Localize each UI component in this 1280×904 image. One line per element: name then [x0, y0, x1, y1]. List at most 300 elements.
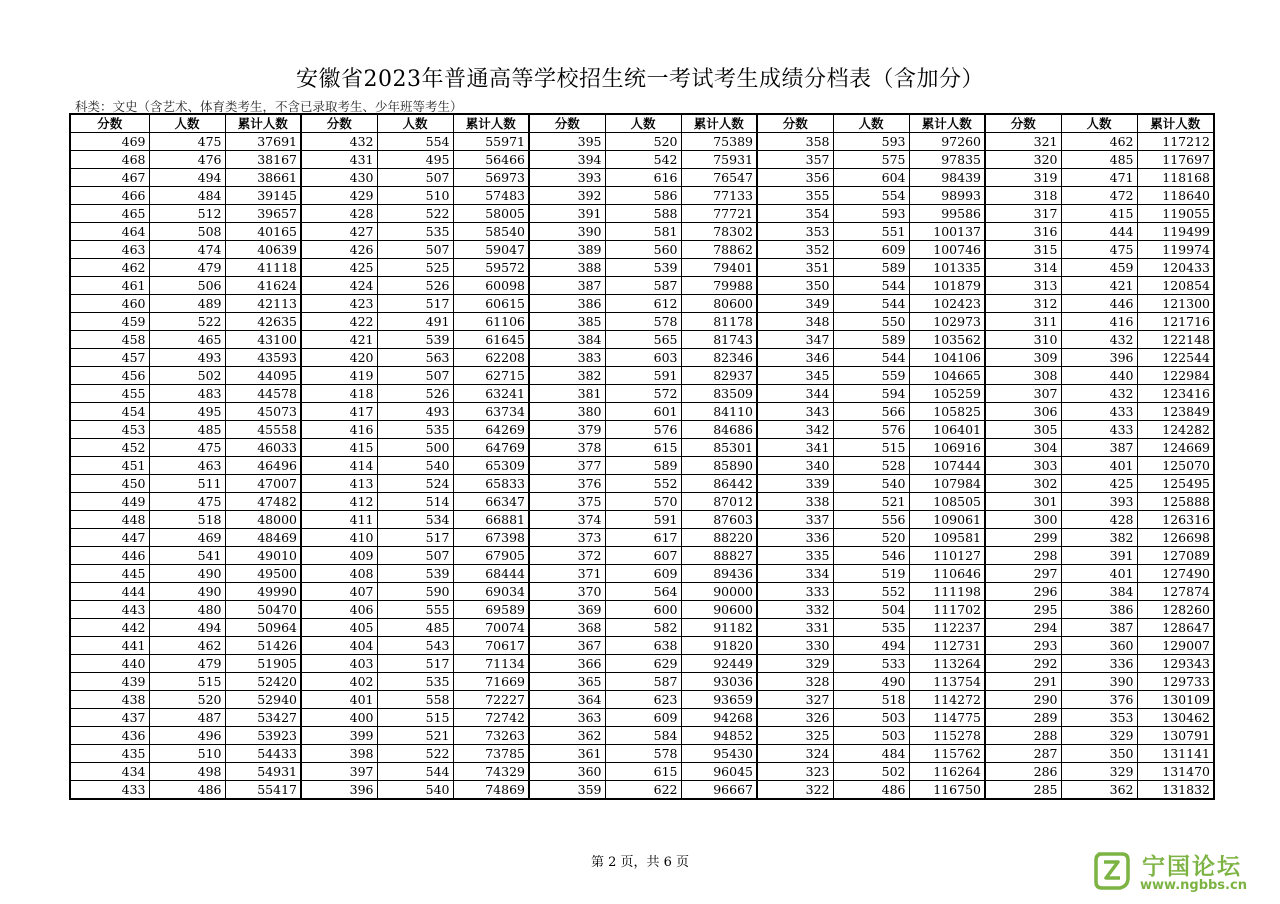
table-cell: 475 — [149, 439, 225, 457]
table-cell: 417 — [301, 403, 377, 421]
table-cell: 44578 — [225, 385, 301, 403]
table-cell: 589 — [605, 457, 681, 475]
table-cell: 377 — [529, 457, 605, 475]
table-cell: 615 — [605, 439, 681, 457]
table-cell: 63241 — [453, 385, 529, 403]
table-cell: 58005 — [453, 205, 529, 223]
table-cell: 572 — [605, 385, 681, 403]
table-cell: 102973 — [909, 313, 985, 331]
table-cell: 581 — [605, 223, 681, 241]
table-cell: 37691 — [225, 133, 301, 151]
table-cell: 84110 — [681, 403, 757, 421]
table-cell: 40165 — [225, 223, 301, 241]
column-header: 分数 — [301, 114, 377, 133]
table-cell: 55971 — [453, 133, 529, 151]
table-cell: 109061 — [909, 511, 985, 529]
table-cell: 396 — [301, 781, 377, 800]
table-cell: 540 — [377, 781, 453, 800]
table-cell: 71669 — [453, 673, 529, 691]
table-cell: 519 — [833, 565, 909, 583]
table-cell: 559 — [833, 367, 909, 385]
score-distribution-table — [69, 113, 1215, 800]
table-cell: 409 — [301, 547, 377, 565]
table-cell: 441 — [70, 637, 149, 655]
table-cell: 295 — [985, 601, 1061, 619]
table-cell: 433 — [1061, 421, 1137, 439]
table-row — [70, 205, 1214, 223]
table-cell: 433 — [1061, 403, 1137, 421]
column-header: 分数 — [757, 114, 833, 133]
table-cell: 387 — [1061, 439, 1137, 457]
table-cell: 74869 — [453, 781, 529, 800]
table-cell: 472 — [1061, 187, 1137, 205]
table-cell: 303 — [985, 457, 1061, 475]
table-row — [70, 637, 1214, 655]
table-cell: 87603 — [681, 511, 757, 529]
column-header: 人数 — [605, 114, 681, 133]
table-cell: 115278 — [909, 727, 985, 745]
table-cell: 291 — [985, 673, 1061, 691]
table-cell: 326 — [757, 709, 833, 727]
table-cell: 508 — [149, 223, 225, 241]
table-cell: 554 — [833, 187, 909, 205]
table-cell: 502 — [833, 763, 909, 781]
table-cell: 437 — [70, 709, 149, 727]
table-cell: 427 — [301, 223, 377, 241]
table-cell: 50470 — [225, 601, 301, 619]
table-cell: 539 — [377, 565, 453, 583]
table-cell: 463 — [149, 457, 225, 475]
table-cell: 507 — [377, 241, 453, 259]
table-cell: 287 — [985, 745, 1061, 763]
table-cell: 90000 — [681, 583, 757, 601]
table-cell: 320 — [985, 151, 1061, 169]
table-cell: 448 — [70, 511, 149, 529]
table-cell: 544 — [377, 763, 453, 781]
table-cell: 123416 — [1137, 385, 1214, 403]
table-row — [70, 565, 1214, 583]
table-cell: 51905 — [225, 655, 301, 673]
table-cell: 324 — [757, 745, 833, 763]
table-cell: 460 — [70, 295, 149, 313]
table-cell: 130109 — [1137, 691, 1214, 709]
table-cell: 415 — [301, 439, 377, 457]
table-row — [70, 745, 1214, 763]
table-cell: 356 — [757, 169, 833, 187]
table-row — [70, 349, 1214, 367]
table-cell: 116264 — [909, 763, 985, 781]
table-cell: 394 — [529, 151, 605, 169]
table-row — [70, 331, 1214, 349]
column-header: 人数 — [377, 114, 453, 133]
table-cell: 535 — [377, 673, 453, 691]
table-cell: 503 — [833, 709, 909, 727]
table-cell: 456 — [70, 367, 149, 385]
table-cell: 578 — [605, 313, 681, 331]
table-cell: 416 — [301, 421, 377, 439]
table-cell: 89436 — [681, 565, 757, 583]
table-cell: 469 — [70, 133, 149, 151]
table-cell: 522 — [149, 313, 225, 331]
table-cell: 59572 — [453, 259, 529, 277]
table-cell: 480 — [149, 601, 225, 619]
table-cell: 485 — [1061, 151, 1137, 169]
table-cell: 398 — [301, 745, 377, 763]
site-watermark — [1092, 846, 1272, 900]
table-cell: 131470 — [1137, 763, 1214, 781]
table-cell: 438 — [70, 691, 149, 709]
table-cell: 494 — [149, 169, 225, 187]
table-cell: 130791 — [1137, 727, 1214, 745]
table-cell: 612 — [605, 295, 681, 313]
table-cell: 457 — [70, 349, 149, 367]
table-cell: 43100 — [225, 331, 301, 349]
table-cell: 296 — [985, 583, 1061, 601]
table-cell: 392 — [529, 187, 605, 205]
table-cell: 314 — [985, 259, 1061, 277]
table-cell: 127089 — [1137, 547, 1214, 565]
watermark-site-url: www.ngbbs.cn — [1140, 878, 1247, 893]
table-cell: 410 — [301, 529, 377, 547]
table-cell: 411 — [301, 511, 377, 529]
table-cell: 391 — [529, 205, 605, 223]
table-cell: 122148 — [1137, 331, 1214, 349]
table-cell: 372 — [529, 547, 605, 565]
table-cell: 512 — [149, 205, 225, 223]
table-cell: 321 — [985, 133, 1061, 151]
table-cell: 479 — [149, 655, 225, 673]
table-cell: 386 — [529, 295, 605, 313]
table-header-row — [70, 114, 1214, 133]
column-header: 累计人数 — [909, 114, 985, 133]
table-cell: 623 — [605, 691, 681, 709]
table-cell: 373 — [529, 529, 605, 547]
table-cell: 600 — [605, 601, 681, 619]
column-header: 累计人数 — [225, 114, 301, 133]
table-cell: 117697 — [1137, 151, 1214, 169]
table-cell: 331 — [757, 619, 833, 637]
table-cell: 368 — [529, 619, 605, 637]
table-cell: 378 — [529, 439, 605, 457]
table-cell: 586 — [605, 187, 681, 205]
table-row — [70, 529, 1214, 547]
table-cell: 419 — [301, 367, 377, 385]
table-cell: 353 — [1061, 709, 1137, 727]
table-row — [70, 259, 1214, 277]
table-cell: 591 — [605, 367, 681, 385]
table-cell: 575 — [833, 151, 909, 169]
table-cell: 97835 — [909, 151, 985, 169]
table-cell: 126698 — [1137, 529, 1214, 547]
table-cell: 302 — [985, 475, 1061, 493]
table-cell: 354 — [757, 205, 833, 223]
table-cell: 400 — [301, 709, 377, 727]
table-cell: 495 — [377, 151, 453, 169]
table-cell: 119055 — [1137, 205, 1214, 223]
table-cell: 589 — [833, 331, 909, 349]
table-cell: 112731 — [909, 637, 985, 655]
table-cell: 484 — [833, 745, 909, 763]
table-row — [70, 601, 1214, 619]
column-header: 人数 — [1061, 114, 1137, 133]
table-cell: 433 — [70, 781, 149, 800]
table-cell: 459 — [1061, 259, 1137, 277]
table-cell: 414 — [301, 457, 377, 475]
table-cell: 72227 — [453, 691, 529, 709]
table-cell: 551 — [833, 223, 909, 241]
table-cell: 544 — [833, 349, 909, 367]
table-row — [70, 151, 1214, 169]
table-cell: 107444 — [909, 457, 985, 475]
table-row — [70, 169, 1214, 187]
table-cell: 361 — [529, 745, 605, 763]
table-cell: 112237 — [909, 619, 985, 637]
table-cell: 517 — [377, 295, 453, 313]
table-cell: 387 — [529, 277, 605, 295]
table-cell: 318 — [985, 187, 1061, 205]
table-cell: 578 — [605, 745, 681, 763]
table-cell: 479 — [149, 259, 225, 277]
table-cell: 64769 — [453, 439, 529, 457]
table-cell: 315 — [985, 241, 1061, 259]
table-cell: 304 — [985, 439, 1061, 457]
table-cell: 349 — [757, 295, 833, 313]
table-cell: 576 — [833, 421, 909, 439]
table-cell: 69589 — [453, 601, 529, 619]
table-cell: 339 — [757, 475, 833, 493]
table-cell: 82346 — [681, 349, 757, 367]
table-cell: 49010 — [225, 547, 301, 565]
table-cell: 123849 — [1137, 403, 1214, 421]
table-cell: 66347 — [453, 493, 529, 511]
table-row — [70, 295, 1214, 313]
table-cell: 79401 — [681, 259, 757, 277]
table-cell: 52940 — [225, 691, 301, 709]
table-cell: 338 — [757, 493, 833, 511]
table-cell: 560 — [605, 241, 681, 259]
table-cell: 542 — [605, 151, 681, 169]
table-cell: 68444 — [453, 565, 529, 583]
table-cell: 589 — [833, 259, 909, 277]
table-cell: 486 — [833, 781, 909, 800]
table-row — [70, 403, 1214, 421]
table-cell: 98439 — [909, 169, 985, 187]
table-cell: 313 — [985, 277, 1061, 295]
table-cell: 119499 — [1137, 223, 1214, 241]
table-cell: 48000 — [225, 511, 301, 529]
table-row — [70, 385, 1214, 403]
table-cell: 487 — [149, 709, 225, 727]
table-cell: 510 — [149, 745, 225, 763]
table-row — [70, 781, 1214, 800]
table-cell: 520 — [833, 529, 909, 547]
table-cell: 360 — [529, 763, 605, 781]
table-cell: 94852 — [681, 727, 757, 745]
table-cell: 380 — [529, 403, 605, 421]
table-cell: 51426 — [225, 637, 301, 655]
table-cell: 540 — [377, 457, 453, 475]
table-cell: 587 — [605, 277, 681, 295]
table-cell: 546 — [833, 547, 909, 565]
table-cell: 576 — [605, 421, 681, 439]
table-cell: 550 — [833, 313, 909, 331]
table-cell: 56466 — [453, 151, 529, 169]
table-cell: 382 — [529, 367, 605, 385]
table-cell: 503 — [833, 727, 909, 745]
table-cell: 288 — [985, 727, 1061, 745]
table-cell: 397 — [301, 763, 377, 781]
table-cell: 590 — [377, 583, 453, 601]
table-cell: 520 — [149, 691, 225, 709]
table-cell: 447 — [70, 529, 149, 547]
table-cell: 465 — [70, 205, 149, 223]
table-cell: 119974 — [1137, 241, 1214, 259]
table-cell: 507 — [377, 169, 453, 187]
table-cell: 399 — [301, 727, 377, 745]
table-cell: 490 — [149, 583, 225, 601]
table-cell: 408 — [301, 565, 377, 583]
table-cell: 563 — [377, 349, 453, 367]
table-cell: 463 — [70, 241, 149, 259]
table-cell: 376 — [1061, 691, 1137, 709]
table-cell: 350 — [1061, 745, 1137, 763]
table-cell: 48469 — [225, 529, 301, 547]
table-cell: 467 — [70, 169, 149, 187]
column-header: 人数 — [149, 114, 225, 133]
table-cell: 533 — [833, 655, 909, 673]
table-cell: 46033 — [225, 439, 301, 457]
table-cell: 55417 — [225, 781, 301, 800]
table-cell: 100746 — [909, 241, 985, 259]
table-cell: 88220 — [681, 529, 757, 547]
table-cell: 363 — [529, 709, 605, 727]
table-cell: 507 — [377, 547, 453, 565]
table-cell: 360 — [1061, 637, 1137, 655]
table-cell: 328 — [757, 673, 833, 691]
table-cell: 535 — [833, 619, 909, 637]
table-cell: 348 — [757, 313, 833, 331]
table-cell: 405 — [301, 619, 377, 637]
table-cell: 425 — [1061, 475, 1137, 493]
table-cell: 96667 — [681, 781, 757, 800]
table-cell: 515 — [377, 709, 453, 727]
table-cell: 493 — [377, 403, 453, 421]
table-cell: 432 — [1061, 331, 1137, 349]
table-cell: 526 — [377, 385, 453, 403]
table-row — [70, 691, 1214, 709]
table-cell: 369 — [529, 601, 605, 619]
table-cell: 453 — [70, 421, 149, 439]
table-cell: 365 — [529, 673, 605, 691]
table-cell: 385 — [529, 313, 605, 331]
table-cell: 391 — [1061, 547, 1137, 565]
table-cell: 340 — [757, 457, 833, 475]
table-cell: 381 — [529, 385, 605, 403]
table-cell: 390 — [1061, 673, 1137, 691]
table-cell: 130462 — [1137, 709, 1214, 727]
table-cell: 415 — [1061, 205, 1137, 223]
table-cell: 416 — [1061, 313, 1137, 331]
table-cell: 469 — [149, 529, 225, 547]
table-cell: 53427 — [225, 709, 301, 727]
table-cell: 629 — [605, 655, 681, 673]
column-header: 分数 — [70, 114, 149, 133]
table-cell: 87012 — [681, 493, 757, 511]
table-cell: 455 — [70, 385, 149, 403]
table-cell: 420 — [301, 349, 377, 367]
table-cell: 104665 — [909, 367, 985, 385]
table-cell: 522 — [377, 205, 453, 223]
table-cell: 450 — [70, 475, 149, 493]
table-cell: 57483 — [453, 187, 529, 205]
table-cell: 86442 — [681, 475, 757, 493]
table-cell: 622 — [605, 781, 681, 800]
table-cell: 49990 — [225, 583, 301, 601]
table-cell: 329 — [757, 655, 833, 673]
table-row — [70, 475, 1214, 493]
table-cell: 403 — [301, 655, 377, 673]
table-cell: 336 — [757, 529, 833, 547]
table-cell: 603 — [605, 349, 681, 367]
table-cell: 105259 — [909, 385, 985, 403]
table-cell: 327 — [757, 691, 833, 709]
table-cell: 42635 — [225, 313, 301, 331]
table-cell: 106916 — [909, 439, 985, 457]
table-cell: 310 — [985, 331, 1061, 349]
table-cell: 335 — [757, 547, 833, 565]
table-cell: 297 — [985, 565, 1061, 583]
table-cell: 440 — [70, 655, 149, 673]
table-cell: 407 — [301, 583, 377, 601]
table-row — [70, 511, 1214, 529]
table-cell: 475 — [1061, 241, 1137, 259]
table-cell: 362 — [529, 727, 605, 745]
table-cell: 286 — [985, 763, 1061, 781]
table-cell: 306 — [985, 403, 1061, 421]
table-cell: 555 — [377, 601, 453, 619]
table-cell: 464 — [70, 223, 149, 241]
table-cell: 490 — [833, 673, 909, 691]
table-cell: 125888 — [1137, 493, 1214, 511]
table-cell: 393 — [1061, 493, 1137, 511]
table-cell: 556 — [833, 511, 909, 529]
table-cell: 358 — [757, 133, 833, 151]
table-cell: 376 — [529, 475, 605, 493]
table-cell: 75931 — [681, 151, 757, 169]
table-cell: 521 — [377, 727, 453, 745]
table-cell: 485 — [377, 619, 453, 637]
column-header: 分数 — [985, 114, 1061, 133]
table-cell: 535 — [377, 223, 453, 241]
table-cell: 502 — [149, 367, 225, 385]
table-cell: 609 — [605, 565, 681, 583]
table-cell: 107984 — [909, 475, 985, 493]
table-cell: 436 — [70, 727, 149, 745]
table-cell: 449 — [70, 493, 149, 511]
table-cell: 429 — [301, 187, 377, 205]
table-cell: 41118 — [225, 259, 301, 277]
table-cell: 330 — [757, 637, 833, 655]
table-cell: 344 — [757, 385, 833, 403]
table-cell: 60098 — [453, 277, 529, 295]
table-cell: 308 — [985, 367, 1061, 385]
table-cell: 364 — [529, 691, 605, 709]
table-cell: 333 — [757, 583, 833, 601]
table-cell: 534 — [377, 511, 453, 529]
table-cell: 93036 — [681, 673, 757, 691]
table-cell: 129007 — [1137, 637, 1214, 655]
table-cell: 290 — [985, 691, 1061, 709]
